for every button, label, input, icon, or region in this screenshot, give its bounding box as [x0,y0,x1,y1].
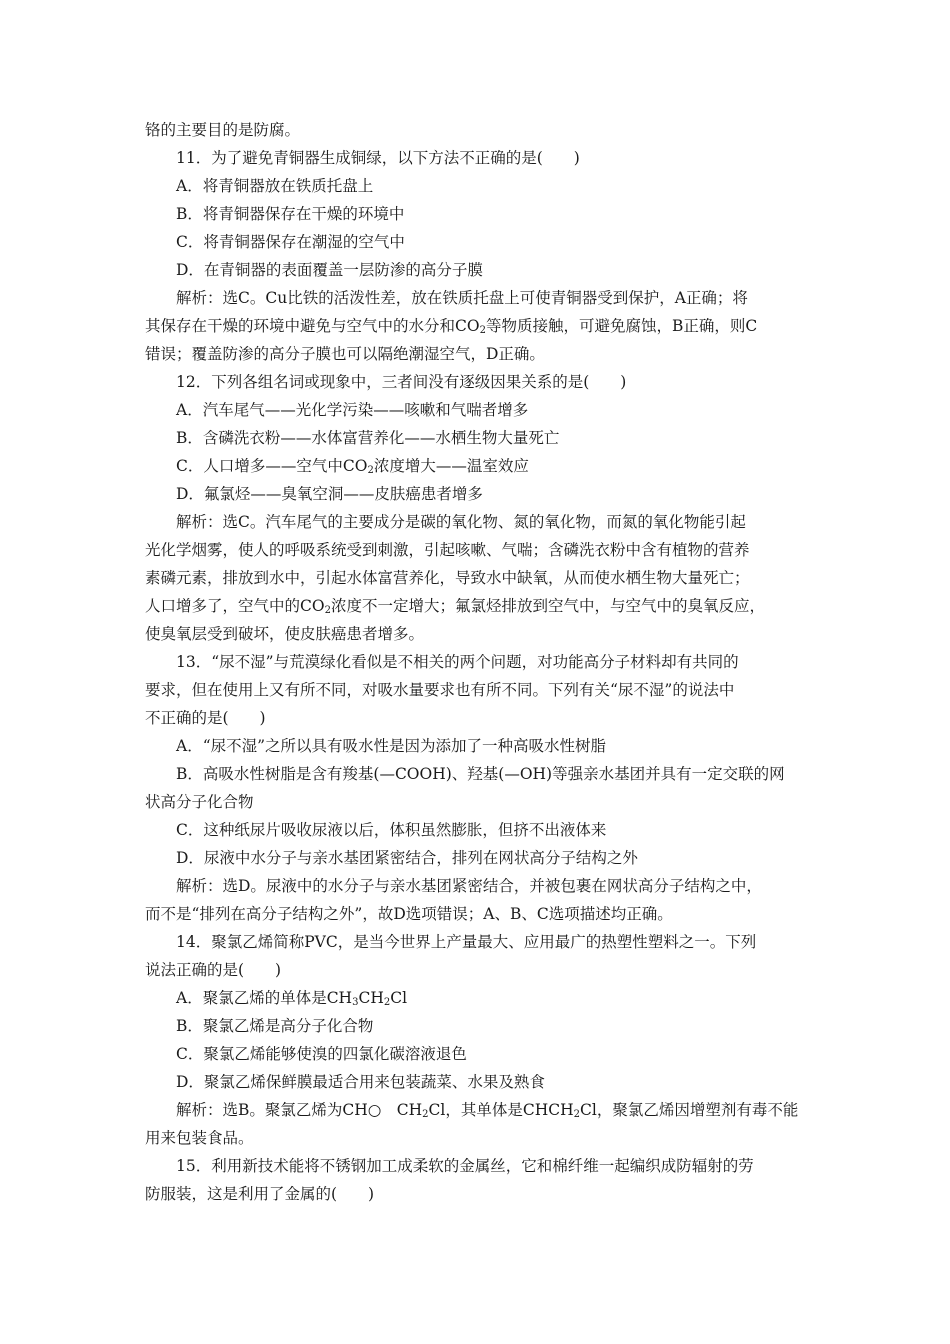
text-line: 12．下列各组名词或现象中，三者间没有逐级因果关系的是( ) [176,373,627,391]
text-line: D．在青铜器的表面覆盖一层防渗的高分子膜 [176,261,483,279]
text-line: 解析：选B。聚氯乙烯为CH○ $CH_2Cl$，其单体是$CHCH_2Cl$，聚氯乙烯因增塑剂有毒不能 [176,1101,799,1120]
text-line: 解析：选D。尿液中的水分子与亲水基团紧密结合，并被包裹在网状高分子结构之中， [176,877,762,895]
text-line: 13．“尿不湿”与荒漠绿化看似是不相关的两个问题，对功能高分子材料却有共同的 [176,653,739,671]
text-line: 11．为了避免青铜器生成铜绿，以下方法不正确的是( ) [176,149,580,167]
text-line: 不正确的是( ) [145,709,266,727]
text-line: D．氟氯烃——臭氧空洞——皮肤癌患者增多 [176,485,483,503]
text-line: A．汽车尾气——光化学污染——咳嗽和气喘者增多 [176,401,529,419]
text-line: 解析：选C。汽车尾气的主要成分是碳的氧化物、氮的氧化物，而氮的氧化物能引起 [176,513,746,531]
text-line: 素磷元素，排放到水中，引起水体富营养化，导致水中缺氧，从而使水栖生物大量死亡； [145,569,750,587]
text-line: B．高吸水性树脂是含有羧基(—COOH)、羟基(—OH)等强亲水基团并具有一定交联的网 [176,765,785,783]
text-line: A．聚氯乙烯的单体是$CH_3CH_2Cl$ [176,989,408,1008]
text-line: 人口增多了，空气中的$CO_2$浓度不一定增大；氟氯烃排放到空气中，与空气中的臭氧反应， [145,597,765,616]
text-line: 用来包装食品。 [145,1129,254,1147]
text-line: D．尿液中水分子与亲水基团紧密结合，排列在网状高分子结构之外 [176,849,638,867]
text-line: 防服装，这是利用了金属的( ) [145,1185,375,1203]
text-line: B．将青铜器保存在干燥的环境中 [176,205,405,223]
text-line: 说法正确的是( ) [145,961,282,979]
text-line: C．这种纸尿片吸收尿液以后，体积虽然膨胀，但挤不出液体来 [176,821,607,839]
text-line: C．人口增多——空气中$CO_2$浓度增大——温室效应 [176,457,529,476]
text-line: 而不是“排列在高分子结构之外”，故D选项错误；A、B、C选项描述均正确。 [145,905,673,923]
text-line: A．“尿不湿”之所以具有吸水性是因为添加了一种高吸水性树脂 [176,737,607,755]
text-line: 铬的主要目的是防腐。 [145,121,301,139]
text-line: 光化学烟雾，使人的呼吸系统受到刺激，引起咳嗽、气喘；含磷洗衣粉中含有植物的营养 [145,541,750,559]
text-line: C．聚氯乙烯能够使溴的四氯化碳溶液退色 [176,1045,467,1063]
text-line: 状高分子化合物 [145,793,254,811]
text-line: C．将青铜器保存在潮湿的空气中 [176,233,405,251]
text-line: D．聚氯乙烯保鲜膜最适合用来包装蔬菜、水果及熟食 [176,1073,545,1091]
text-line: 解析：选C。Cu比铁的活泼性差，放在铁质托盘上可使青铜器受到保护，A正确；将 [176,289,748,307]
text-line: 使臭氧层受到破坏，使皮肤癌患者增多。 [145,625,425,643]
text-line: 14．聚氯乙烯简称PVC，是当今世界上产量最大、应用最广的热塑性塑料之一。下列 [176,933,757,951]
text-line: B．聚氯乙烯是高分子化合物 [176,1017,374,1035]
text-line: 要求，但在使用上又有所不同，对吸水量要求也有所不同。下列有关“尿不湿”的说法中 [145,681,735,699]
text-line: 其保存在干燥的环境中避免与空气中的水分和$CO_2$等物质接触，可避免腐蚀，B正确，则C [145,317,758,336]
text-line: 错误；覆盖防渗的高分子膜也可以隔绝潮湿空气，D正确。 [145,345,545,363]
document-body [145,116,810,1208]
text-line: A．将青铜器放在铁质托盘上 [176,177,374,195]
text-line: 15．利用新技术能将不锈钢加工成柔软的金属丝，它和棉纤维一起编织成防辐射的劳 [176,1157,754,1175]
text-line: B．含磷洗衣粉——水体富营养化——水栖生物大量死亡 [176,429,560,447]
